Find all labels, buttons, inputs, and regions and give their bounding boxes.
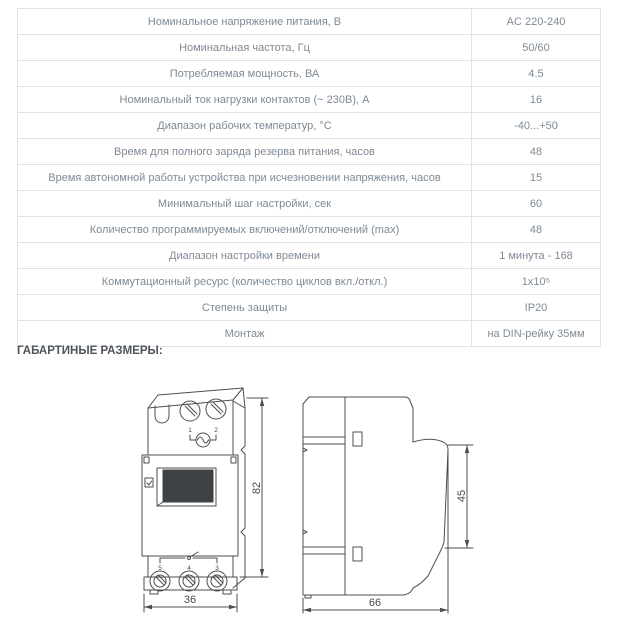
spec-param-cell: Степень защиты [18, 295, 472, 321]
dim-arrow-icon [144, 605, 152, 609]
screw-slot-icon [211, 402, 223, 414]
spec-value-cell: 16 [472, 87, 601, 113]
dim-arrow-icon [465, 540, 469, 548]
spec-value-cell: 50/60 [472, 35, 601, 61]
top-face-edge [243, 388, 245, 408]
marking-icon [145, 478, 153, 487]
spec-param-cell: Монтаж [18, 321, 472, 347]
foot-icon [305, 595, 311, 598]
dim-height-label: 82 [251, 481, 263, 495]
contact-symbol-leads [160, 558, 217, 563]
dim-depth-label: 66 [368, 597, 382, 609]
spec-param-cell: Номинальное напряжение питания, В [18, 9, 472, 35]
sine-wave-icon [198, 437, 209, 443]
rail-clip-lines [303, 437, 345, 554]
terminal-1-label: 1 [188, 427, 192, 434]
table-row [18, 87, 601, 113]
spec-param-cell: Коммутационный ресурс (количество циклов вкл./откл.) [18, 269, 472, 295]
top-face-outline [148, 388, 243, 408]
dim-arrow-icon [440, 608, 448, 612]
dimensions-heading: ГАБАРТИНЫЕ РАЗМЕРЫ: [17, 345, 163, 357]
front-view-drawing [100, 382, 300, 618]
terminal-3-label: 3 [215, 565, 219, 572]
spec-value-cell: -40...+50 [472, 113, 601, 139]
lcd-display [163, 470, 213, 502]
terminal-4-label: 4 [187, 565, 191, 572]
table-row [18, 243, 601, 269]
spec-value-cell: 1x10⁵ [472, 269, 601, 295]
screw-slot-icon [185, 404, 197, 416]
spec-table [17, 8, 601, 347]
dim-width-label: 36 [183, 594, 197, 606]
spec-param-cell: Диапазон настройки времени [18, 243, 472, 269]
spec-param-cell: Время для полного заряда резерва питания, часов [18, 139, 472, 165]
table-row [18, 35, 601, 61]
terminal-2-label: 2 [214, 427, 218, 434]
plate-clip-icon [144, 457, 149, 463]
spec-value-cell: 48 [472, 139, 601, 165]
table-row [18, 217, 601, 243]
table-row [18, 61, 601, 87]
side-face-outline [233, 401, 245, 588]
dim-arrow-icon [260, 569, 264, 577]
terminal-5-label: 5 [158, 565, 162, 572]
table-row [18, 9, 601, 35]
terminal-opening [353, 547, 362, 561]
rail-block-outline [303, 397, 345, 595]
body-top-outline [345, 397, 413, 442]
spec-value-cell: 4.5 [472, 61, 601, 87]
front-panel-outline [413, 439, 448, 587]
marking-check-icon [147, 481, 152, 485]
table-row [18, 165, 601, 191]
table-row [18, 113, 601, 139]
spec-value-cell: 60 [472, 191, 601, 217]
din-clip-notch-icon [241, 528, 245, 536]
spec-value-cell: 15 [472, 165, 601, 191]
dim-arrow-icon [229, 605, 237, 609]
lcd-bevel-line [157, 502, 163, 506]
table-row [18, 321, 601, 347]
table-row [18, 191, 601, 217]
terminal-slot-hole [155, 405, 169, 423]
spec-param-cell: Диапазон рабочих температур, °С [18, 113, 472, 139]
side-view-drawing [295, 382, 495, 618]
body-bottom-outline [345, 587, 415, 595]
table-row [18, 269, 601, 295]
dim-extension-lines [303, 450, 448, 613]
spec-value-cell: 48 [472, 217, 601, 243]
dim-arrow-icon [260, 398, 264, 406]
table-row [18, 139, 601, 165]
terminal-opening [353, 432, 362, 446]
din-clip-notch-icon [241, 446, 245, 454]
spec-param-cell: Минимальный шаг настройки, сек [18, 191, 472, 217]
table-row [18, 295, 601, 321]
din-clip-notch-icon [303, 448, 307, 534]
spec-value-cell: 1 минута - 168 [472, 243, 601, 269]
spec-param-cell: Количество программируемых включений/отключений (max) [18, 217, 472, 243]
spec-value-cell: AC 220-240 [472, 9, 601, 35]
spec-param-cell: Потребляемая мощность, ВА [18, 61, 472, 87]
plate-clip-icon [231, 457, 236, 463]
spec-param-cell: Номинальный ток нагрузки контактов (~ 230В), А [18, 87, 472, 113]
spec-param-cell: Номинальная частота, Гц [18, 35, 472, 61]
spec-value-cell: на DIN-рейку 35мм [472, 321, 601, 347]
spec-param-cell: Время автономной работы устройства при исчезновении напряжения, часов [18, 165, 472, 191]
spec-value-cell: IP20 [472, 295, 601, 321]
dim-arrow-icon [303, 608, 311, 612]
dim-panel-height-label: 45 [456, 489, 468, 503]
dim-arrow-icon [465, 445, 469, 453]
